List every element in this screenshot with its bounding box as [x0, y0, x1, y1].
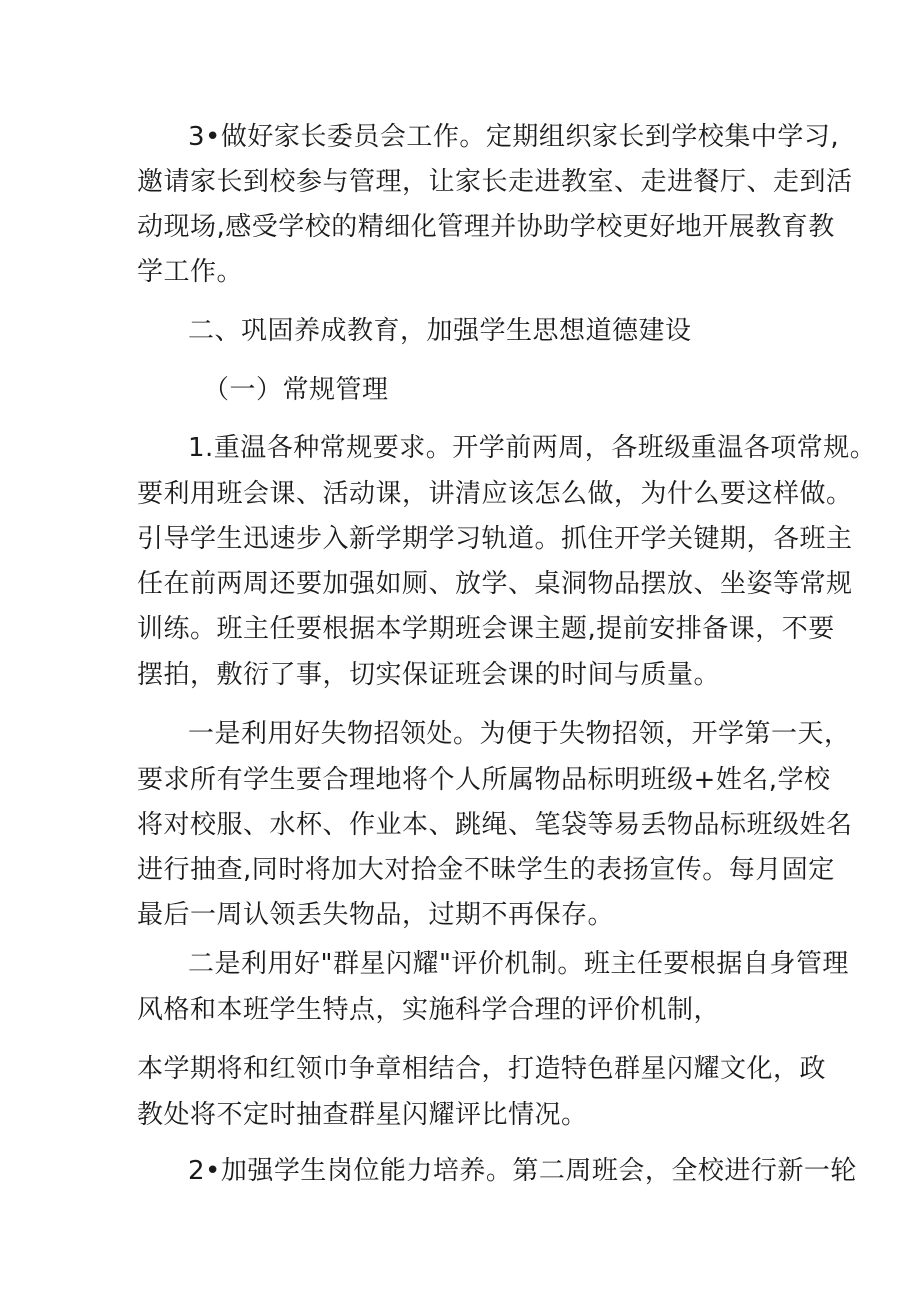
para-stars-line-2: 风格和本班学生特点，实施科学合理的评价机制，	[137, 995, 721, 1025]
para-routine-line-2: 要利用班会课、活动课，讲清应该怎么做，为什么要这样做。	[137, 479, 853, 509]
subsection-heading-routine: （一）常规管理	[203, 375, 389, 405]
para-routine-line-5: 训练。班主任要根据本学期班会课主题,提前安排备课，不要	[137, 614, 835, 644]
para-parent-committee-line-4: 学工作。	[137, 257, 244, 287]
para-lost-found-line-5: 最后一周认领丢失物品，过期不再保存。	[137, 900, 615, 930]
section-heading-2: 二、巩固养成教育，加强学生思想道德建设	[188, 316, 692, 346]
para-stars-line-1: 二是利用好"群星闪耀"评价机制。班主任要根据自身管理	[188, 949, 849, 979]
para-routine-line-6: 摆拍，敷衍了事，切实保证班会课的时间与质量。	[137, 660, 721, 690]
para-lost-found-line-4: 进行抽查,同时将加大对拾金不昧学生的表扬宣传。每月固定	[137, 855, 835, 885]
para-parent-committee-line-3: 动现场,感受学校的精细化管理并协助学校更好地开展教育教	[137, 212, 835, 242]
para-routine-line-1: 1.重温各种常规要求。开学前两周，各班级重温各项常规。	[188, 433, 877, 463]
para-lost-found-line-1: 一是利用好失物招领处。为便于失物招领，开学第一天，	[188, 719, 851, 749]
para-stars-line-4: 教处将不定时抽查群星闪耀评比情况。	[137, 1100, 588, 1130]
para-lost-found-line-3: 将对校服、水杯、作业本、跳绳、笔袋等易丢物品标班级姓名	[137, 810, 853, 840]
para-stars-line-3: 本学期将和红领巾争章相结合，打造特色群星闪耀文化，政	[137, 1054, 827, 1084]
para-parent-committee-line-1: 3•做好家长委员会工作。定期组织家长到学校集中学习,	[188, 122, 840, 152]
para-routine-line-3: 引导学生迅速步入新学期学习轨道。抓住开学关键期，各班主	[137, 524, 853, 554]
para-job-ability-line-1: 2•加强学生岗位能力培养。第二周班会，全校进行新一轮	[188, 1156, 857, 1186]
para-routine-line-4: 任在前两周还要加强如厕、放学、桌洞物品摆放、坐姿等常规	[137, 569, 853, 599]
para-parent-committee-line-2: 邀请家长到校参与管理，让家长走进教室、走进餐厅、走到活	[137, 167, 853, 197]
para-lost-found-line-2: 要求所有学生要合理地将个人所属物品标明班级+姓名,学校	[137, 765, 831, 795]
